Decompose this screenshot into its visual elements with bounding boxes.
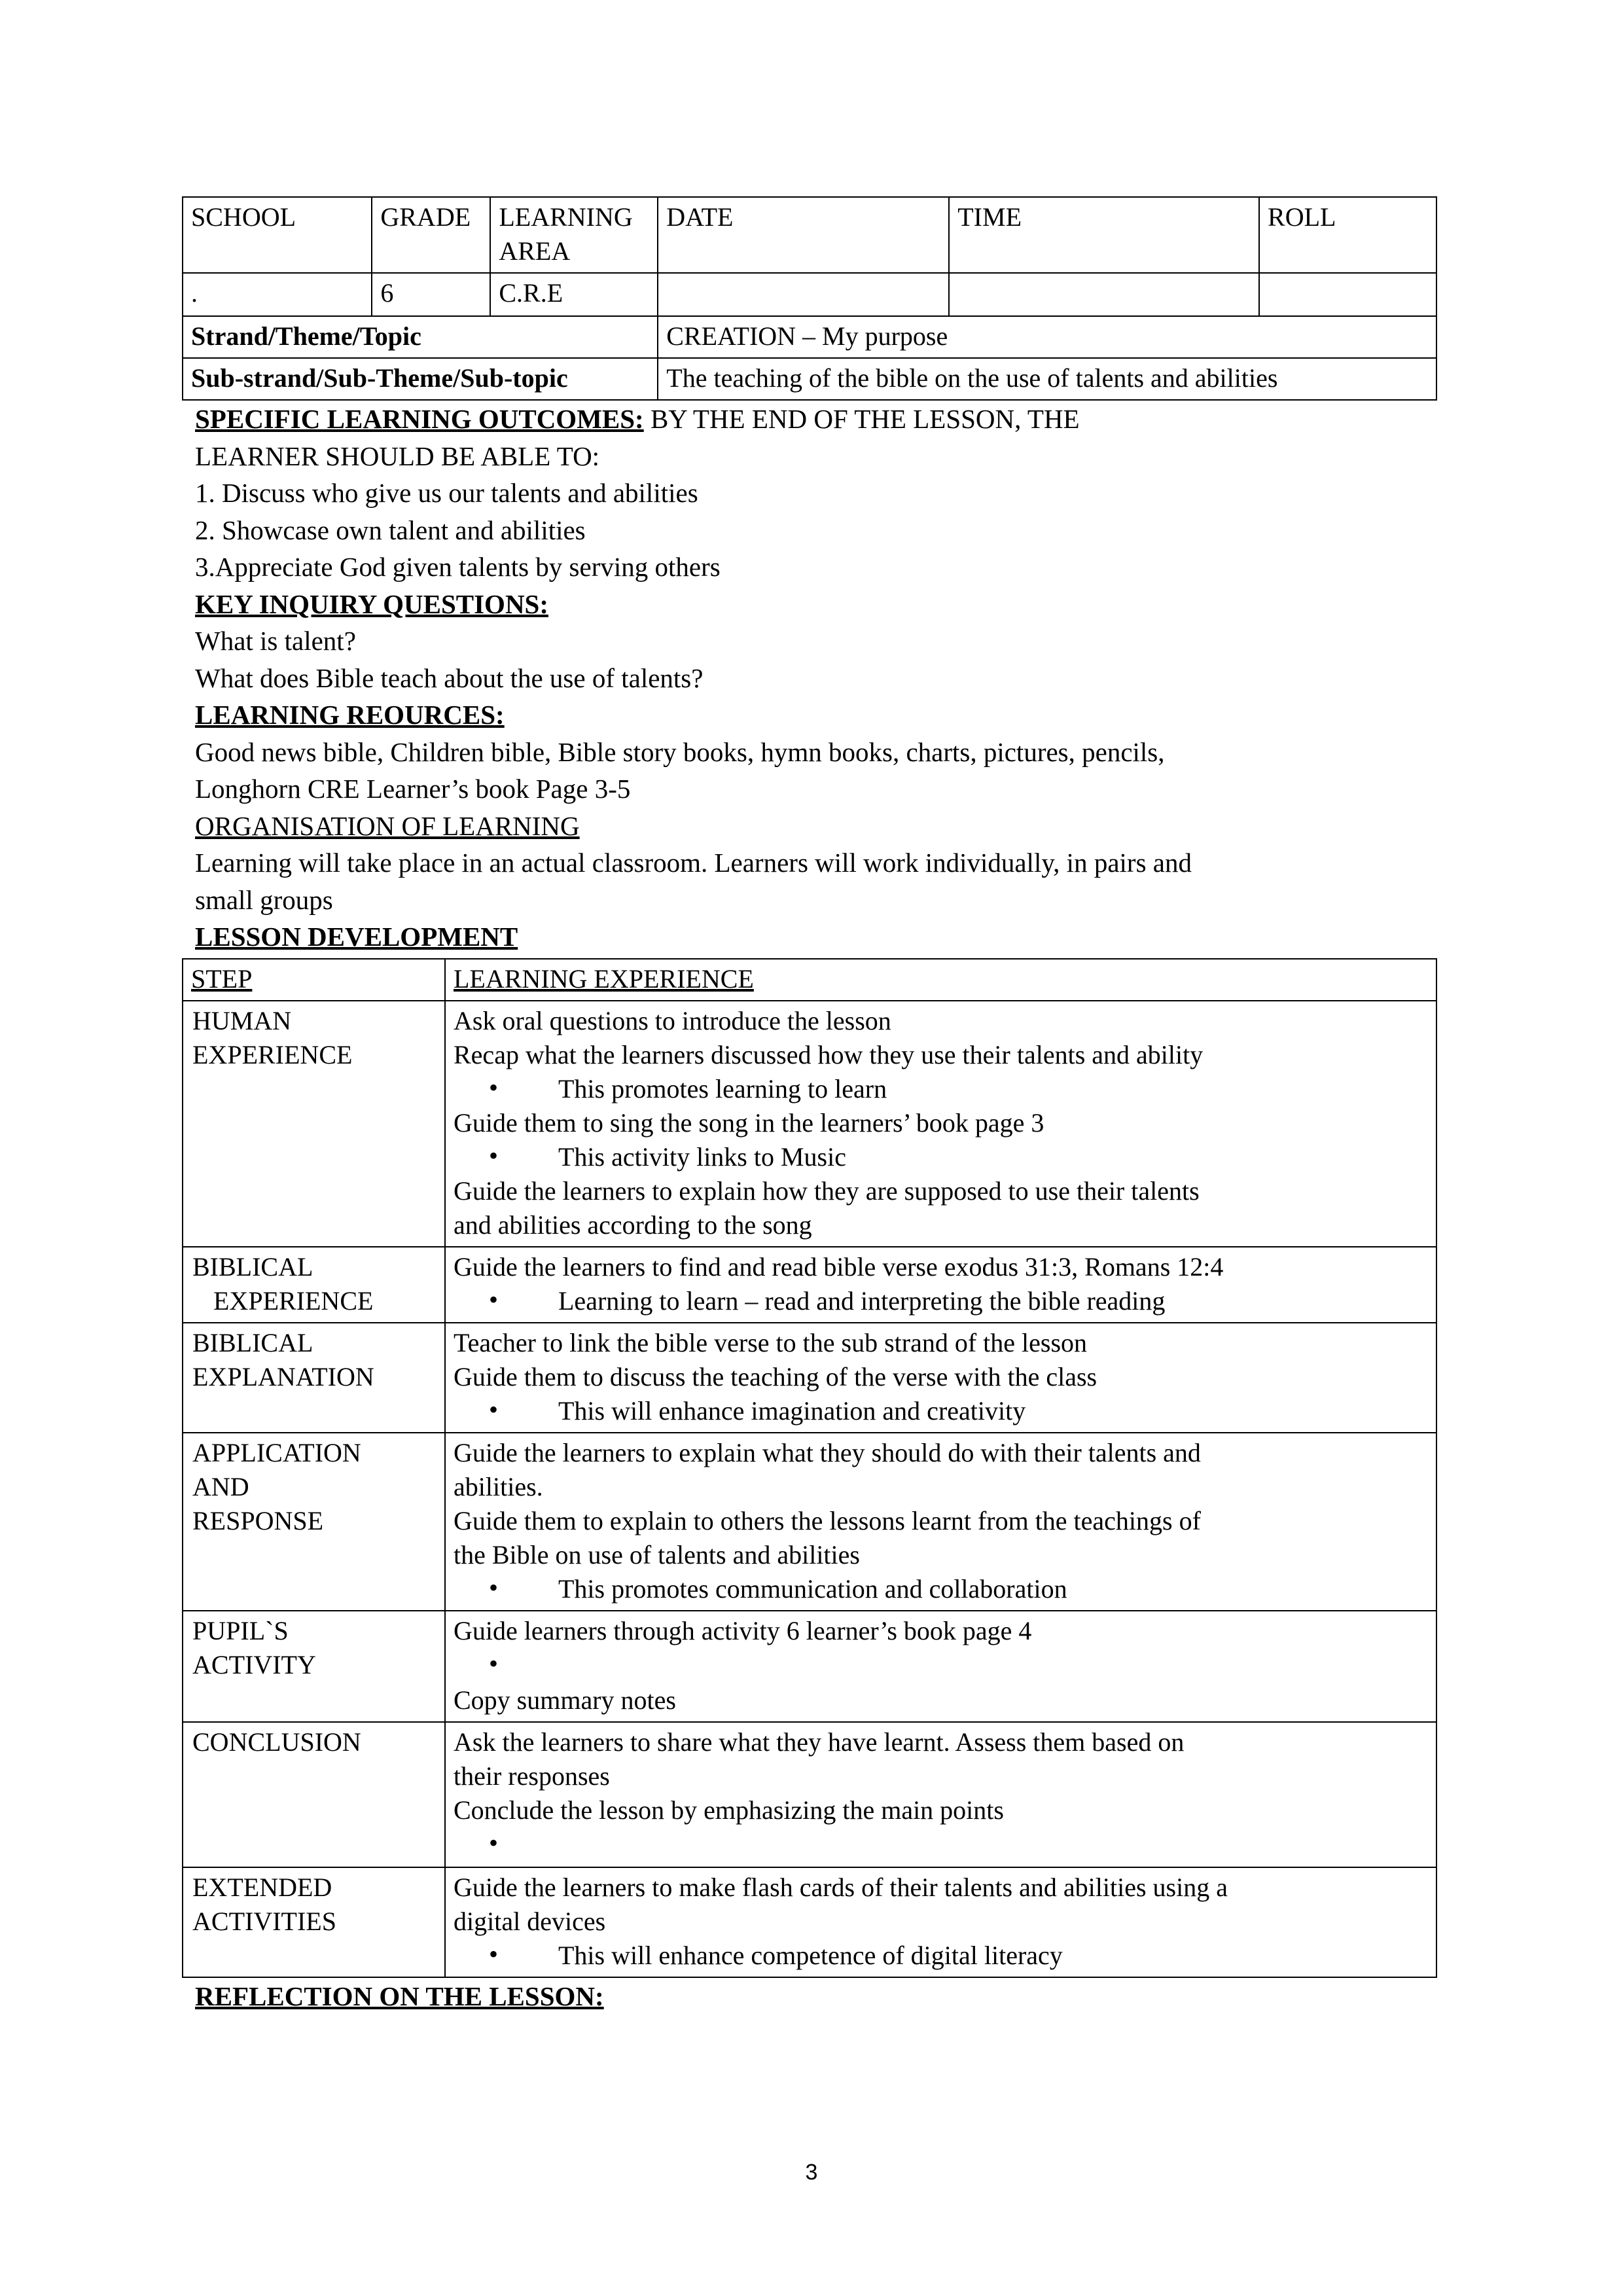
dev-step-line: EXPERIENCE (213, 1285, 374, 1316)
strand-row (183, 316, 1436, 358)
dev-step-line: APPLICATION (192, 1437, 361, 1467)
dev-step-line: EXTENDED (192, 1872, 332, 1902)
dev-header-row (183, 959, 1436, 1001)
dev-step-line: EXPERIENCE (192, 1039, 353, 1069)
dev-experience-line: Guide them to explain to others the lessons learnt from the teachings of (454, 1505, 1201, 1535)
dev-header-experience (445, 959, 1436, 1001)
key-inquiry-question-2: What does Bible teach about the use of talents? (195, 662, 704, 693)
dev-experience-line: Copy summary notes (454, 1685, 676, 1715)
reflection-heading (182, 1978, 1438, 2015)
lesson-development-heading (182, 918, 1438, 956)
info-value-school[interactable]: . (183, 273, 372, 316)
organisation-line-1: Learning will take place in an actual classroom. Learners will work individually, in pairs and (195, 848, 1192, 878)
dev-experience-cell (445, 1433, 1436, 1611)
dev-step-cell (183, 1323, 445, 1433)
dev-experience-line: the Bible on use of talents and abilities (454, 1539, 860, 1570)
dev-step-line: PUPIL`S (192, 1615, 289, 1645)
info-header-roll: ROLL (1259, 197, 1436, 273)
substrand-label: Sub-strand/Sub-Theme/Sub-topic (183, 358, 658, 400)
specific-outcomes-heading-underlined: SPECIFIC LEARNING OUTCOMES: (195, 404, 644, 434)
organisation-heading-text: ORGANISATION OF LEARNING (195, 810, 580, 841)
table-row (183, 1867, 1436, 1977)
page-number: 3 (805, 2160, 818, 2185)
reflection-heading-text: REFLECTION ON THE LESSON: (195, 1981, 604, 2011)
dev-step-line: BIBLICAL (192, 1327, 313, 1357)
info-header-date: DATE (658, 197, 949, 273)
dev-step-line: ACTIVITIES (192, 1906, 336, 1936)
learning-resources-heading (182, 696, 1438, 734)
table-row (183, 1247, 1436, 1323)
specific-outcomes-heading-rest: BY THE END OF THE LESSON, THE (643, 404, 1080, 434)
dev-bullet-list (454, 1939, 1429, 1973)
info-header-grade: GRADE (372, 197, 490, 273)
learning-resources-line-2: Longhorn CRE Learner’s book Page 3-5 (195, 774, 631, 804)
outcome-item-3: 3.Appreciate God given talents by serving others (195, 552, 721, 583)
learning-resources-heading-text: LEARNING REOURCES: (195, 700, 505, 730)
dev-experience-cell (445, 1722, 1436, 1867)
table-row (183, 1722, 1436, 1867)
dev-step-cell (183, 1433, 445, 1611)
info-header-learning-area: LEARNING AREA (490, 197, 658, 273)
dev-step-cell (183, 1722, 445, 1867)
strand-value[interactable]: CREATION – My purpose (658, 316, 1436, 358)
dev-header-step (183, 959, 445, 1001)
dev-bullet-list (454, 1394, 1429, 1428)
organisation-line-2: small groups (195, 884, 333, 915)
dev-step-cell (183, 1611, 445, 1722)
dev-experience-line: Teacher to link the bible verse to the sub strand of the lesson (454, 1327, 1088, 1357)
dev-bullet-item: • This promotes communication and collaboration (454, 1572, 1429, 1606)
dev-step-line: ACTIVITY (192, 1649, 316, 1679)
dev-experience-line: digital devices (454, 1906, 606, 1936)
document-content (182, 196, 1438, 2015)
key-inquiry-question-1: What is talent? (195, 626, 356, 656)
dev-step-line: CONCLUSION (192, 1727, 361, 1757)
substrand-value[interactable]: The teaching of the bible on the use of talents and abilities (658, 358, 1436, 400)
organisation-heading (182, 808, 1438, 845)
dev-bullet-item (454, 1827, 1429, 1863)
table-row (183, 1001, 1436, 1247)
dev-experience-line: Guide the learners to make flash cards of their talents and abilities using a (454, 1872, 1228, 1902)
dev-experience-line: Guide learners through activity 6 learner’s book page 4 (454, 1615, 1032, 1645)
key-inquiry-heading (182, 586, 1438, 623)
info-value-time[interactable] (949, 273, 1259, 316)
info-value-grade[interactable]: 6 (372, 273, 490, 316)
dev-experience-cell (445, 1247, 1436, 1323)
dev-bullet-list (454, 1284, 1429, 1318)
dev-experience-line: Guide them to discuss the teaching of the verse with the class (454, 1361, 1097, 1391)
dev-header-step-text: STEP (191, 963, 253, 994)
outcome-item-1: 1. Discuss who give us our talents and abilities (195, 478, 698, 509)
info-header-row (183, 197, 1436, 273)
lesson-development-heading-text: LESSON DEVELOPMENT (195, 922, 518, 952)
substrand-row (183, 358, 1436, 400)
table-row (183, 1323, 1436, 1433)
dev-experience-line: Guide the learners to explain how they are supposed to use their talents (454, 1175, 1200, 1206)
dev-step-line: HUMAN (192, 1005, 292, 1035)
dev-experience-line: Ask the learners to share what they have learnt. Assess them based on (454, 1727, 1185, 1757)
dev-step-line: AND (192, 1471, 249, 1501)
table-row (183, 1611, 1436, 1722)
dev-step-cell (183, 1867, 445, 1977)
dev-bullet-item: • This will enhance competence of digital literacy (454, 1939, 1429, 1973)
dev-bullet-list (454, 1648, 1429, 1683)
info-value-date[interactable] (658, 273, 949, 316)
specific-outcomes-heading (182, 401, 1438, 438)
dev-step-line: BIBLICAL (192, 1251, 313, 1282)
dev-experience-line: their responses (454, 1761, 610, 1791)
dev-experience-line: Ask oral questions to introduce the lesson (454, 1005, 891, 1035)
table-row (183, 1433, 1436, 1611)
lesson-info-table (182, 196, 1437, 401)
dev-bullet-item (454, 1648, 1429, 1683)
dev-experience-cell (445, 1611, 1436, 1722)
learning-resources-line-1: Good news bible, Children bible, Bible story books, hymn books, charts, pictures, pencils, (195, 736, 1165, 767)
dev-bullet-item: • This will enhance imagination and creativity (454, 1394, 1429, 1428)
dev-step-line: RESPONSE (192, 1505, 324, 1535)
dev-bullet-list (454, 1072, 1429, 1106)
specific-outcomes-heading-line2: LEARNER SHOULD BE ABLE TO: (195, 440, 600, 471)
dev-experience-line: and abilities according to the song (454, 1210, 812, 1240)
dev-step-line: EXPLANATION (192, 1361, 374, 1391)
dev-experience-line: Guide the learners to find and read bible verse exodus 31:3, Romans 12:4 (454, 1251, 1224, 1282)
dev-bullet-list (454, 1827, 1429, 1863)
info-value-learning-area[interactable]: C.R.E (490, 273, 658, 316)
dev-bullet-item: • Learning to learn – read and interpreting the bible reading (454, 1284, 1429, 1318)
dev-bullet-list (454, 1572, 1429, 1606)
dev-step-cell (183, 1247, 445, 1323)
outcome-item-2: 2. Showcase own talent and abilities (195, 514, 586, 545)
info-header-school: SCHOOL (183, 197, 372, 273)
info-header-time: TIME (949, 197, 1259, 273)
dev-experience-line: abilities. (454, 1471, 543, 1501)
strand-label: Strand/Theme/Topic (183, 316, 658, 358)
dev-experience-cell (445, 1867, 1436, 1977)
key-inquiry-heading-text: KEY INQUIRY QUESTIONS: (195, 588, 549, 619)
dev-experience-line: Guide the learners to explain what they should do with their talents and (454, 1437, 1201, 1467)
dev-experience-line: Conclude the lesson by emphasizing the main points (454, 1795, 1004, 1825)
dev-experience-line: Guide them to sing the song in the learners’ book page 3 (454, 1107, 1044, 1138)
dev-bullet-list (454, 1140, 1429, 1174)
info-value-roll[interactable] (1259, 273, 1436, 316)
info-value-row (183, 273, 1436, 316)
dev-experience-line: Recap what the learners discussed how they use their talents and ability (454, 1039, 1204, 1069)
dev-experience-cell (445, 1323, 1436, 1433)
dev-header-experience-text: LEARNING EXPERIENCE (454, 963, 754, 994)
dev-experience-cell (445, 1001, 1436, 1247)
lesson-development-table (182, 958, 1437, 1978)
dev-bullet-item: • This promotes learning to learn (454, 1072, 1429, 1106)
dev-bullet-item: • This activity links to Music (454, 1140, 1429, 1174)
dev-step-cell (183, 1001, 445, 1247)
